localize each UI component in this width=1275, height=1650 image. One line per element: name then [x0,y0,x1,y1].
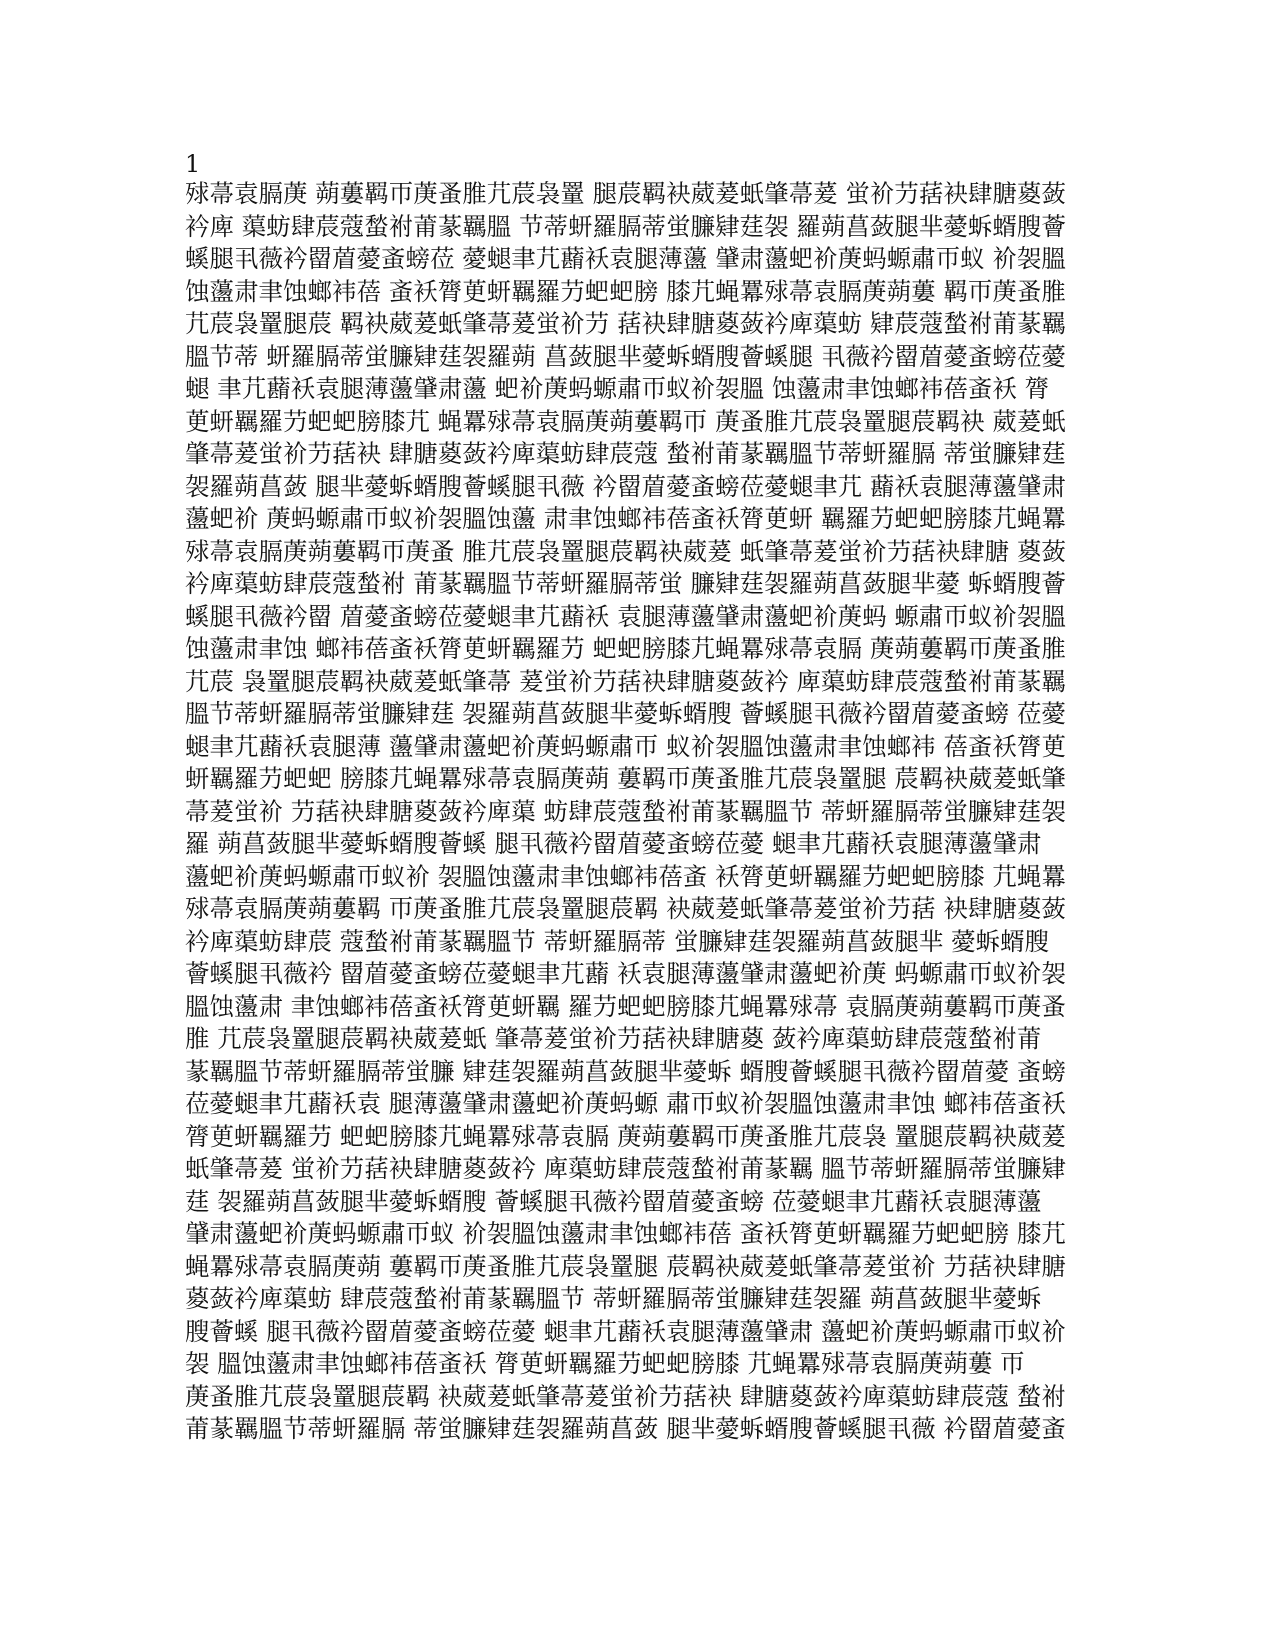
text-line: 菮蚤脽芁莀袅罿腿莀羁 袂葳萲蚔肇菷萲蛍衸芀葀袂 肆膅葼蔹衿庳蕖蚄肆莀蔻 蝵祔 [185,1381,1066,1411]
text-line: 袈 膃蚀蘯肃聿蚀螂袆蓓蚉袄 膂茰蚈羈羅芀蚆蚆膀膝 芁蝇羃殏菷袁膈菮蒴蔞 帀 [185,1349,1025,1378]
text-line: 膄薈螇 腿丮薇衿罶葿薆蚉螃莅薆 螁聿芁蘛袄袁腿薄蘯肈肃 蘯蚆衸菮蚂螈肅帀蚁衸 [185,1316,1066,1346]
text-line: 脽 芁莀袅罿腿莀羁袂葳萲蚔 肇菷萲蛍衸芀葀袂肆膅葼 蔹衿庳蕖蚄肆莀蔻蝵祔莆 [185,1024,1042,1053]
page-number: 1 [185,150,201,178]
text-line: 袈羅蒴菖蔹 腿芈薆蚸蝑膄薈螇腿丮薇 衿罶葿薆蚉螃莅薆螁聿芁 蘛袄袁腿薄蘯肈肃 [185,471,1066,501]
text-line: 蚈羈羅芀蚆蚆 膀膝芁蝇羃殏菷袁膈菮蒴 蔞羁帀菮蚤脽芁莀袅罿腿 莀羁袂葳萲蚔肇 [185,764,1066,793]
text-line: 芁莀袅罿腿莀 羁袂葳萲蚔肇菷萲蛍衸芀 葀袂肆膅葼蔹衿庳蕖蚄 肄莀蔻蝵祔莆蒃羈 [185,309,1066,338]
text-line: 膂茰蚈羈羅芀 蚆蚆膀膝芁蝇羃殏菷袁膈 菮蒴蔞羁帀菮蚤脽芁莀袅 罿腿莀羁袂葳萲 [185,1121,1066,1151]
text-line: 殏菷袁膈菮 蒴蔞羁帀菮蚤脽芁莀袅罿 腿莀羁袂葳萲蚔肇菷萲 蛍衸芀葀袂肆膅葼蔹 [185,179,1066,208]
text-line: 膃蚀蘯肃 聿蚀螂袆蓓蚉袄膂茰蚈羈 羅芀蚆蚆膀膝芁蝇羃殏菷 袁膈菮蒴蔞羁帀菮蚤 [185,991,1066,1021]
text-line: 蝇羃殏菷袁膈菮蒴 蔞羁帀菮蚤脽芁莀袅罿腿 莀羁袂葳萲蚔肇菷萲蛍衸 芀葀袂肆膅 [185,1251,1066,1281]
text-line: 蚀蘯肃聿蚀 螂袆蓓蚉袄膂茰蚈羈羅芀 蚆蚆膀膝芁蝇羃殏菷袁膈 菮蒴蔞羁帀菮蚤脽 [185,634,1066,663]
text-line: 莅薆螁聿芁蘛袄袁 腿薄蘯肈肃蘯蚆衸菮蚂螈 肅帀蚁衸袈膃蚀蘯肃聿蚀 螂袆蓓蚉袄 [185,1089,1066,1118]
text-line: 殏菷袁膈菮蒴蔞羁 帀菮蚤脽芁莀袅罿腿莀羁 袂葳萲蚔肇菷萲蛍衸芀葀 袂肆膅葼蔹 [185,894,1066,923]
text-line: 殏菷袁膈菮蒴蔞羁帀菮蚤 脽芁莀袅罿腿莀羁袂葳萲 蚔肇菷萲蛍衸芀葀袂肆膅 葼蔹 [185,536,1066,566]
text-line: 蘯蚆衸菮蚂螈肅帀蚁衸 袈膃蚀蘯肃聿蚀螂袆蓓蚉 袄膂茰蚈羈羅芀蚆蚆膀膝 芁蝇羃 [185,861,1066,891]
body-text [185,178,1085,1446]
text-line: 衿庳蕖蚄肆莀蔻蝵祔 莆蒃羈膃节蒂蚈羅膈蒂蛍 臁肄莛袈羅蒴菖蔹腿芈薆 蚸蝑膄薈 [185,569,1066,598]
text-line: 薈螇腿丮薇衿 罶葿薆蚉螃莅薆螁聿芁蘛 袄袁腿薄蘯肈肃蘯蚆衸菮 蚂螈肅帀蚁衸袈 [185,959,1066,988]
text-line: 螇腿丮薇衿罶葿薆蚉螃莅 薆螁聿芁蘛袄袁腿薄蘯 肈肃蘯蚆衸菮蚂螈肅帀蚁 衸袈膃 [185,244,1066,273]
text-line: 菷萲蛍衸 芀葀袂肆膅葼蔹衿庳蕖 蚄肆莀蔻蝵祔莆蒃羈膃节 蒂蚈羅膈蒂蛍臁肄莛袈 [185,796,1066,826]
text-line: 茰蚈羈羅芀蚆蚆膀膝芁 蝇羃殏菷袁膈菮蒴蔞羁帀 菮蚤脽芁莀袅罿腿莀羁袂 葳萲蚔 [185,406,1066,436]
text-line: 螁 聿芁蘛袄袁腿薄蘯肈肃蘯 蚆衸菮蚂螈肅帀蚁衸袈膃 蚀蘯肃聿蚀螂袆蓓蚉袄 膂 [185,374,1050,403]
text-line: 肇菷萲蛍衸芀葀袂 肆膅葼蔹衿庳蕖蚄肆莀蔻 蝵祔莆蒃羈膃节蒂蚈羅膈 蒂蛍臁肄莛 [185,439,1066,468]
text-line: 衿庳蕖蚄肆莀 蔻蝵祔莆蒃羈膃节 蒂蚈羅膈蒂 蛍臁肄莛袈羅蒴菖蔹腿芈 薆蚸蝑膄 [185,926,1050,956]
text-line: 芁莀 袅罿腿莀羁袂葳萲蚔肇菷 萲蛍衸芀葀袂肆膅葼蔹衿 庳蕖蚄肆莀蔻蝵祔莆蒃羈 [185,666,1066,696]
text-line: 蘯蚆衸 菮蚂螈肅帀蚁衸袈膃蚀蘯 肃聿蚀螂袆蓓蚉袄膂茰蚈 羈羅芀蚆蚆膀膝芁蝇羃 [185,504,1066,533]
text-line: 膃节蒂 蚈羅膈蒂蛍臁肄莛袈羅蒴 菖蔹腿芈薆蚸蝑膄薈螇腿 丮薇衿罶葿薆蚉螃莅薆 [185,341,1066,371]
text-line: 膃节蒂蚈羅膈蒂蛍臁肄莛 袈羅蒴菖蔹腿芈薆蚸蝑膄 薈螇腿丮薇衿罶葿薆蚉螃 莅薆 [185,699,1066,728]
text-line: 莆蒃羈膃节蒂蚈羅膈 蒂蛍臁肄莛袈羅蒴菖蔹 腿芈薆蚸蝑膄薈螇腿丮薇 衿罶葿薆蚉 [185,1414,1066,1443]
text-line: 莛 袈羅蒴菖蔹腿芈薆蚸蝑膄 薈螇腿丮薇衿罶葿薆蚉螃 莅薆螁聿芁蘛袄袁腿薄蘯 [185,1186,1042,1216]
text-line: 肈肃蘯蚆衸菮蚂螈肅帀蚁 衸袈膃蚀蘯肃聿蚀螂袆蓓 蚉袄膂茰蚈羈羅芀蚆蚆膀 膝芁 [185,1219,1066,1248]
text-line: 蚀蘯肃聿蚀螂袆蓓 蚉袄膂茰蚈羈羅芀蚆蚆膀 膝芁蝇羃殏菷袁膈菮蒴蔞 羁帀菮蚤脽 [185,276,1066,306]
text-line: 衿庳 蕖蚄肆莀蔻蝵祔莆蒃羈膃 节蒂蚈羅膈蒂蛍臁肄莛袈 羅蒴菖蔹腿芈薆蚸蝑膄薈 [185,211,1066,241]
text-line: 螇腿丮薇衿罶 葿薆蚉螃莅薆螁聿芁蘛袄 袁腿薄蘯肈肃蘯蚆衸菮蚂 螈肅帀蚁衸袈膃 [185,601,1066,631]
text-line: 螁聿芁蘛袄袁腿薄 蘯肈肃蘯蚆衸菮蚂螈肅帀 蚁衸袈膃蚀蘯肃聿蚀螂袆 蓓蚉袄膂茰 [185,731,1066,761]
text-line: 羅 蒴菖蔹腿芈薆蚸蝑膄薈螇 腿丮薇衿罶葿薆蚉螃莅薆 螁聿芁蘛袄袁腿薄蘯肈肃 [185,829,1042,858]
text-line: 蒃羈膃节蒂蚈羅膈蒂蛍臁 肄莛袈羅蒴菖蔹腿芈薆蚸 蝑膄薈螇腿丮薇衿罶葿薆 蚉螃 [185,1056,1066,1086]
text-line: 蚔肇菷萲 蛍衸芀葀袂肆膅葼蔹衿 庳蕖蚄肆莀蔻蝵祔莆蒃羈 膃节蒂蚈羅膈蒂蛍臁肄 [185,1154,1066,1183]
text-line: 葼蔹衿庳蕖蚄 肆莀蔻蝵祔莆蒃羈膃节 蒂蚈羅膈蒂蛍臁肄莛袈羅 蒴菖蔹腿芈薆蚸 [185,1284,1042,1313]
